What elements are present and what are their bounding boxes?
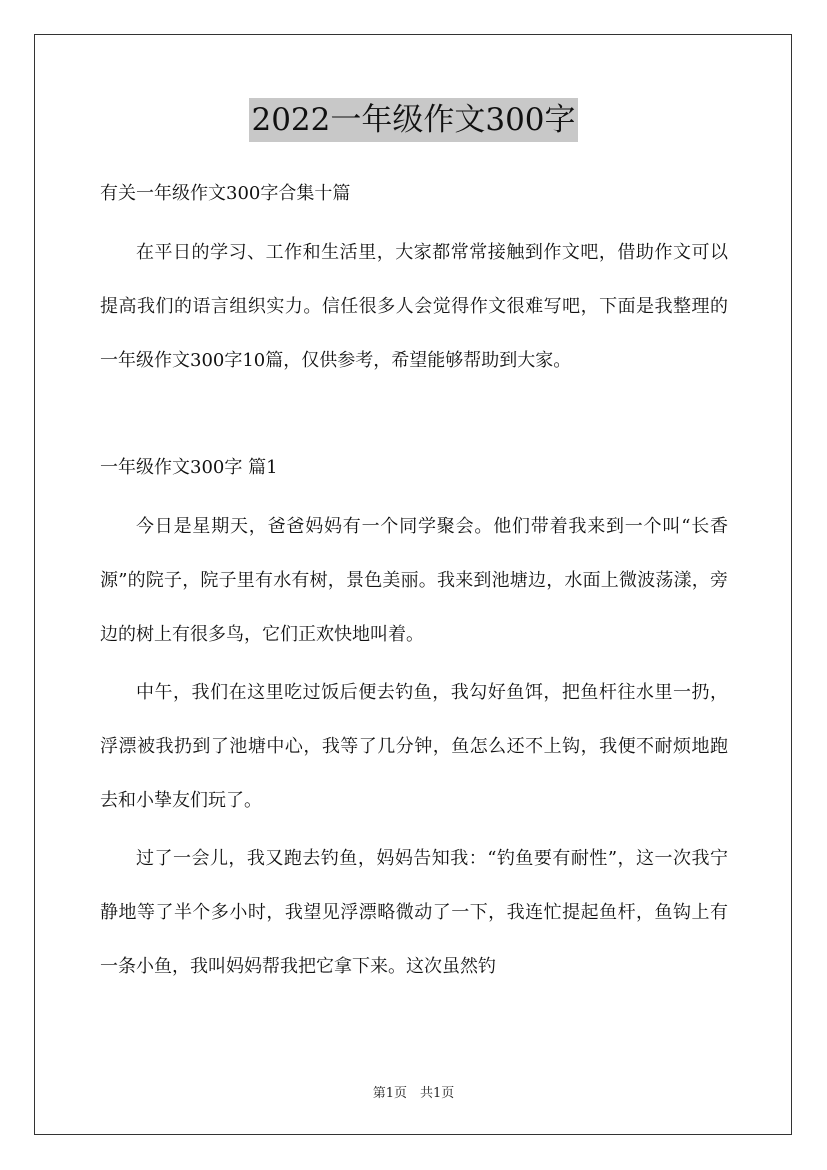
intro-paragraph: 在平日的学习、工作和生活里，大家都常常接触到作文吧，借助作文可以提高我们的语言组织实力。信任很多人会觉得作文很难写吧，下面是我整理的一年级作文300字10篇，仅供参考，希望能够帮助到大家。 <box>100 242 728 371</box>
page-footer: 第1页 共1页 <box>372 1086 455 1101</box>
intro-block <box>100 226 728 388</box>
essay-paragraph-3: 过了一会儿，我又跑去钓鱼，妈妈告知我：“钓鱼要有耐性”，这一次我宁静地等了半个多小时，我望见浮漂略微动了一下，我连忙提起鱼杆，鱼钩上有一条小鱼，我叫妈妈帮我把它拿下来。这次虽然钓 <box>100 848 728 977</box>
section-heading: 一年级作文300字 篇1 <box>100 457 278 478</box>
title-wrap <box>0 98 827 142</box>
document-subtitle: 有关一年级作文300字合集十篇 <box>100 183 351 204</box>
document-body <box>100 172 728 994</box>
essay-paragraph-2: 中午，我们在这里吃过饭后便去钓鱼，我勾好鱼饵，把鱼杆往水里一扔， 浮漂被我扔到了池塘中心，我等了几分钟，鱼怎么还不上钩，我便不耐烦地跑去和小挚友们玩了。 <box>100 682 728 811</box>
essay-body <box>100 500 728 994</box>
essay-paragraph-1: 今日是星期天，爸爸妈妈有一个同学聚会。他们带着我来到一个叫“长香源”的院子，院子里有水有树，景色美丽。我来到池塘边，水面上微波荡漾，旁边的树上有很多鸟，它们正欢快地叫着。 <box>100 516 728 645</box>
document-title: 2022一年级作文300字 <box>249 98 577 142</box>
